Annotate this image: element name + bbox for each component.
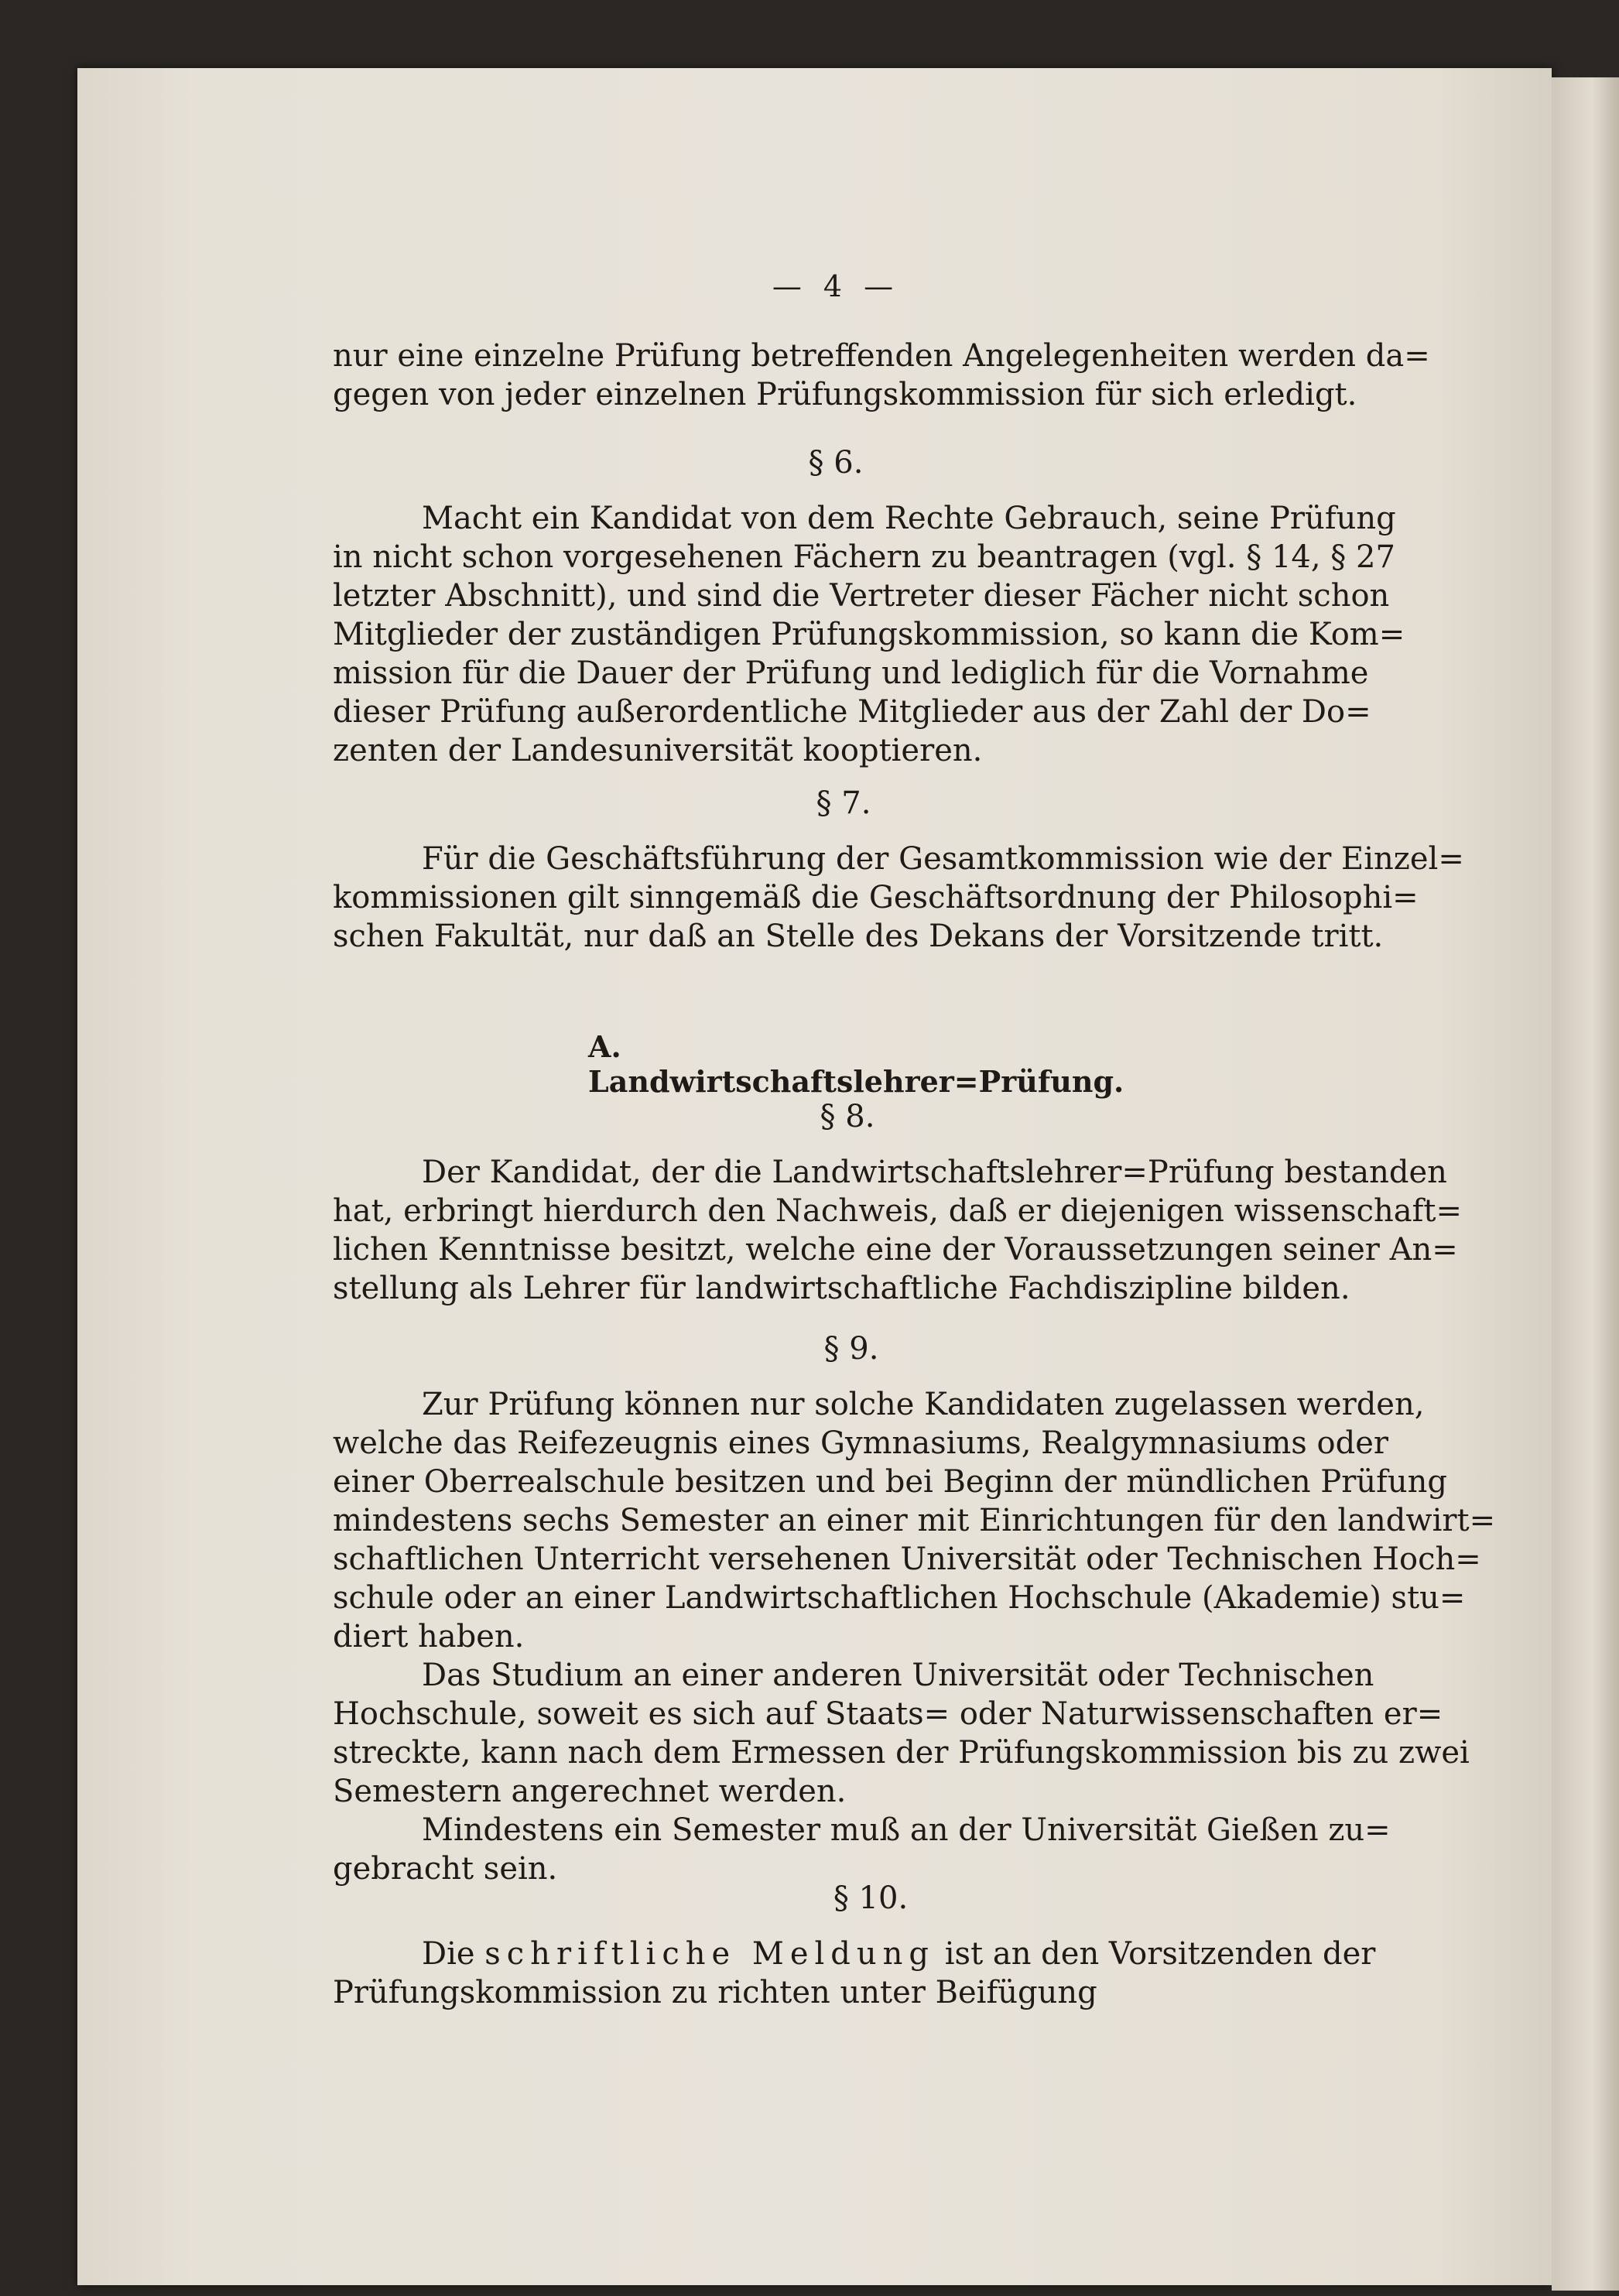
text-line: Das Studium an einer anderen Universität oder Technischen <box>422 1658 1374 1693</box>
text-line: welche das Reifezeugnis eines Gymnasiums, Realgymnasiums oder <box>333 1425 1389 1461</box>
text-line: diert haben. <box>333 1619 525 1654</box>
text-line: lichen Kenntnisse besitzt, welche eine der Voraussetzungen seiner An= <box>333 1232 1458 1268</box>
text-line: letzter Abschnitt), und sind die Vertreter dieser Fächer nicht schon <box>333 578 1390 614</box>
text-line: streckte, kann nach dem Ermessen der Prüfungskommission bis zu zwei <box>333 1735 1470 1771</box>
text-line: gegen von jeder einzelnen Prüfungskommission für sich erledigt. <box>333 377 1357 412</box>
emphasized-text: schriftliche Meldung <box>484 1936 936 1972</box>
text-line: mindestens sechs Semester an einer mit Einrichtungen für den landwirt= <box>333 1503 1496 1538</box>
text-line: Prüfungskommission zu richten unter Beifügung <box>333 1975 1097 2010</box>
text-run: Die <box>422 1936 485 1972</box>
text-line: schule oder an einer Landwirtschaftlichen Hochschule (Akademie) stu= <box>333 1580 1466 1616</box>
section-9-paragraph-3 <box>333 1811 1391 1888</box>
section-mark-8: § 8. <box>820 1099 875 1134</box>
text-line: dieser Prüfung außerordentliche Mitglieder aus der Zahl der Do= <box>333 694 1371 730</box>
text-line: kommissionen gilt sinngemäß die Geschäftsordnung der Philosophi= <box>333 880 1419 915</box>
text-line: Hochschule, soweit es sich auf Staats= oder Naturwissenschaften er= <box>333 1696 1443 1732</box>
section-mark-6: § 6. <box>808 445 864 481</box>
text-line: einer Oberrealschule besitzen und bei Beginn der mündlichen Prüfung <box>333 1464 1448 1500</box>
intro-paragraph <box>333 337 1430 414</box>
text-line: schaftlichen Unterricht versehenen Universität oder Technischen Hoch= <box>333 1542 1481 1577</box>
text-line: mission für die Dauer der Prüfung und lediglich für die Vornahme <box>333 655 1369 691</box>
text-line: in nicht schon vorgesehenen Fächern zu beantragen (vgl. § 14, § 27 <box>333 539 1395 575</box>
text-line: nur eine einzelne Prüfung betreffenden Angelegenheiten werden da= <box>333 338 1430 374</box>
text-line: schen Fakultät, nur daß an Stelle des Dekans der Vorsitzende tritt. <box>333 919 1384 954</box>
section-9-paragraph-2 <box>333 1656 1470 1811</box>
text-line: zenten der Landesuniversität kooptieren. <box>333 733 983 768</box>
text-line: stellung als Lehrer für landwirtschaftliche Fachdiszipline bilden. <box>333 1271 1350 1306</box>
section-10-paragraph <box>333 1935 1376 2012</box>
text-line: Semestern angerechnet werden. <box>333 1774 847 1809</box>
text-line: Mitglieder der zuständigen Prüfungskommission, so kann die Kom= <box>333 617 1405 652</box>
section-9-paragraph-1 <box>333 1385 1496 1656</box>
text-line: Für die Geschäftsführung der Gesamtkommission wie der Einzel= <box>422 841 1464 877</box>
page-number: — 4 — <box>772 269 900 303</box>
text-line: Macht ein Kandidat von dem Rechte Gebrauch, seine Prüfung <box>422 501 1396 536</box>
section-mark-7: § 7. <box>816 785 871 821</box>
section-6-paragraph <box>333 499 1405 770</box>
text-run: ist an den Vorsitzenden der <box>935 1936 1376 1972</box>
section-7-paragraph <box>333 840 1464 956</box>
facing-page-edge <box>1552 77 1619 2291</box>
text-line: hat, erbringt hierdurch den Nachweis, daß er diejenigen wissenschaft= <box>333 1193 1463 1229</box>
text-line: Mindestens ein Semester muß an der Universität Gießen zu= <box>422 1812 1391 1848</box>
section-mark-9: § 9. <box>823 1331 879 1367</box>
text-line: Zur Prüfung können nur solche Kandidaten zugelassen werden, <box>422 1387 1425 1422</box>
section-8-paragraph <box>333 1153 1463 1308</box>
text-line: Der Kandidat, der die Landwirtschaftslehrer=Prüfung bestanden <box>422 1155 1447 1190</box>
text-line: gebracht sein. <box>333 1851 558 1887</box>
section-mark-10: § 10. <box>833 1880 909 1916</box>
text-line <box>333 1935 1376 1973</box>
section-heading-a: A. Landwirtschaftslehrer=Prüfung. <box>588 1029 1124 1099</box>
